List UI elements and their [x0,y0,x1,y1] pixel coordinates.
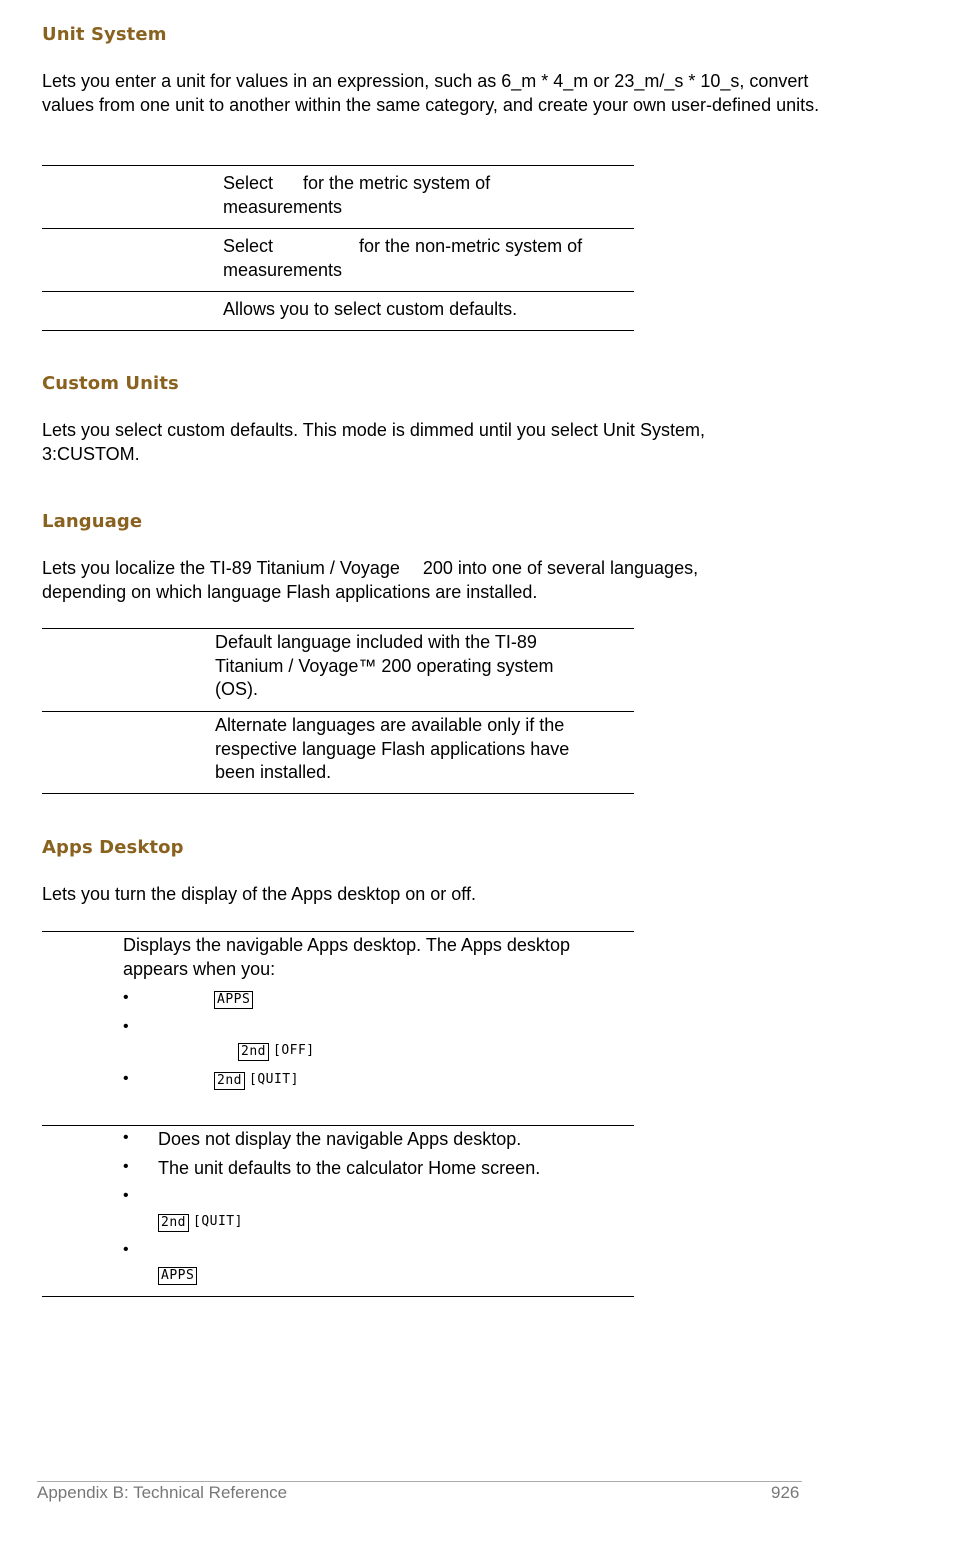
bullet: • [123,989,129,1006]
bullet: • [123,1018,129,1035]
section-heading-apps-desktop: Apps Desktop [42,837,184,858]
section-heading-custom-units: Custom Units [42,373,179,394]
table-rule [42,931,634,932]
off-row-bullet-text: Does not display the navigable Apps desktop. [158,1129,522,1149]
row-text: Displays the navigable Apps desktop. The Apps desktop [123,935,570,955]
bullet: • [123,1129,129,1146]
row-text: Alternate languages are available only if the [215,715,565,735]
row-text: for the non-metric system of [359,236,583,256]
section-heading-language: Language [42,511,143,532]
footer-rule [37,1481,802,1482]
off-row-bullet-text: The unit defaults to the calculator Home screen. [158,1158,541,1178]
apps-on-row-text [123,934,570,981]
apps-desktop-intro: Lets you turn the display of the Apps desktop on or off. [42,884,476,904]
off-key-icon: [OFF] [273,1043,315,1058]
language-intro [42,557,698,604]
row-text: Titanium / Voyage™ 200 operating system [215,655,554,676]
unit-system-row-1 [223,172,490,219]
row-text: for the metric system of [303,173,491,193]
intro-text: Lets you localize the TI-89 Titanium / Voyage [42,558,400,578]
bullet: • [123,1070,129,1087]
apps-key-icon: APPS [214,991,253,1009]
footer-title: Appendix B: Technical Reference [37,1483,288,1502]
bullet: • [123,1187,129,1204]
page-number: 926 [771,1483,800,1502]
table-rule [42,330,634,331]
unit-system-intro: Lets you enter a unit for values in an expression, such as 6_m * 4_m or 23_m/_s * 10_s, convert values from one unit to another within the same category, and create your own user-defined units. [42,71,820,115]
intro-text: 200 into one of several languages, [422,558,699,578]
table-rule [42,228,634,229]
table-rule [42,165,634,166]
row-text: appears when you: [123,958,276,979]
row-text: measurements [223,259,343,280]
row-text: Default language included with the TI-89 [215,632,537,652]
table-rule [42,628,634,629]
bullet: • [123,1158,129,1175]
unit-system-row-3: Allows you to select custom defaults. [223,299,518,319]
table-rule [42,1296,634,1297]
language-row-1 [215,631,554,702]
unit-system-row-2 [223,235,582,282]
row-text: respective language Flash applications have [215,738,570,759]
row-text: (OS). [215,679,258,699]
2nd-key-icon: 2nd [214,1072,245,1090]
row-text: been installed. [215,762,332,782]
intro-text: depending on which language Flash applications are installed. [42,581,538,602]
language-row-2 [215,714,569,785]
table-rule [42,291,634,292]
bullet: • [123,1241,129,1258]
quit-key-icon: [QUIT] [193,1214,243,1229]
row-text: measurements [223,196,343,217]
custom-units-intro: Lets you select custom defaults. This mode is dimmed until you select Unit System, 3:CUSTOM. [42,420,705,464]
apps-key-icon: APPS [158,1267,197,1285]
table-rule [42,1125,634,1126]
2nd-key-icon: 2nd [238,1043,269,1061]
row-text: Select [223,236,274,256]
section-heading-unit-system: Unit System [42,24,167,45]
row-text: Select [223,173,274,193]
table-rule [42,711,634,712]
quit-key-icon: [QUIT] [249,1072,299,1087]
2nd-key-icon: 2nd [158,1214,189,1232]
table-rule [42,793,634,794]
